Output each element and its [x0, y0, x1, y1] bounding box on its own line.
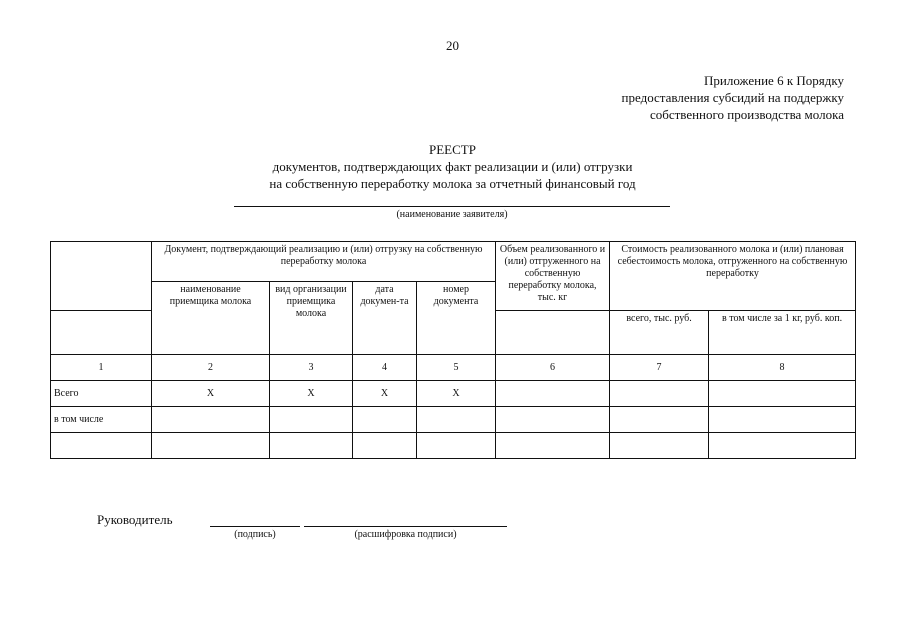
header-empty-cell: [496, 311, 610, 355]
column-number: 4: [353, 355, 417, 381]
empty-row: [51, 433, 856, 459]
title-line: документов, подтверждающих факт реализации и (или) отгрузки: [272, 159, 633, 174]
cross-mark: Х: [353, 381, 417, 407]
column-number: 7: [610, 355, 709, 381]
header-org-type: вид организации приемщика молока: [270, 282, 353, 355]
table-cell: [417, 407, 496, 433]
applicant-caption: (наименование заявителя): [396, 209, 508, 220]
table-cell: [610, 407, 709, 433]
including-row: [51, 407, 856, 433]
title-line: на собственную переработку молока за отчетный финансовый год: [269, 176, 636, 191]
table-cell: [709, 381, 856, 407]
cross-mark: Х: [417, 381, 496, 407]
appendix-line: собственного производства молока: [649, 107, 844, 122]
row-label-total: Всего: [51, 381, 152, 407]
column-number: 6: [496, 355, 610, 381]
row-label-including: в том числе: [51, 407, 152, 433]
table-cell: [496, 433, 610, 459]
header-document-group: Документ, подтверждающий реализацию и (или) отгрузку на собственную переработку молока: [152, 242, 496, 282]
page-number: 20: [446, 38, 459, 53]
column-number: 1: [51, 355, 152, 381]
column-number: 3: [270, 355, 353, 381]
total-row: [51, 381, 856, 407]
table-cell: [496, 407, 610, 433]
header-cost-per-kg: в том числе за 1 кг, руб. коп.: [709, 311, 856, 355]
table-cell: [709, 433, 856, 459]
table-cell: [353, 407, 417, 433]
header-recipient-name: наименование приемщика молока: [152, 282, 270, 355]
applicant-name-line: [234, 206, 670, 207]
table-cell: [610, 381, 709, 407]
column-number: 8: [709, 355, 856, 381]
table-cell: [51, 433, 152, 459]
appendix-line: предоставления субсидий на поддержку: [621, 90, 844, 105]
signature-caption: (подпись): [234, 529, 276, 540]
table-cell: [152, 433, 270, 459]
signature-line: [210, 526, 300, 527]
table-cell: [610, 433, 709, 459]
table-cell: [152, 407, 270, 433]
column-number-row: [51, 355, 856, 381]
table-cell: [496, 381, 610, 407]
document-title: [0, 141, 905, 192]
header-doc-date: дата докумен-та: [353, 282, 417, 355]
table-cell: [709, 407, 856, 433]
header-doc-number: номер документа: [417, 282, 496, 355]
header-total-cost: всего, тыс. руб.: [610, 311, 709, 355]
column-number: 2: [152, 355, 270, 381]
table-cell: [353, 433, 417, 459]
header-empty-cell: [51, 311, 152, 355]
table-cell: [417, 433, 496, 459]
table-cell: [270, 407, 353, 433]
header-cost-group: Стоимость реализованного молока и (или) плановая себестоимость молока, отгруженного на собственную переработку: [610, 242, 856, 311]
manager-label: Руководитель: [97, 512, 173, 527]
signature-decoding-caption: (расшифровка подписи): [354, 529, 457, 540]
signature-decoding-line: [304, 526, 507, 527]
header-empty-cell: [51, 242, 152, 311]
cross-mark: Х: [152, 381, 270, 407]
appendix-line: Приложение 6 к Порядку: [704, 73, 844, 88]
table-cell: [270, 433, 353, 459]
column-number: 5: [417, 355, 496, 381]
title-line: РЕЕСТР: [429, 142, 476, 157]
appendix-note: [622, 72, 844, 123]
registry-table: [50, 241, 856, 459]
cross-mark: Х: [270, 381, 353, 407]
header-volume: Объем реализованного и (или) отгруженного на собственную переработку молока, тыс. кг: [496, 242, 610, 311]
